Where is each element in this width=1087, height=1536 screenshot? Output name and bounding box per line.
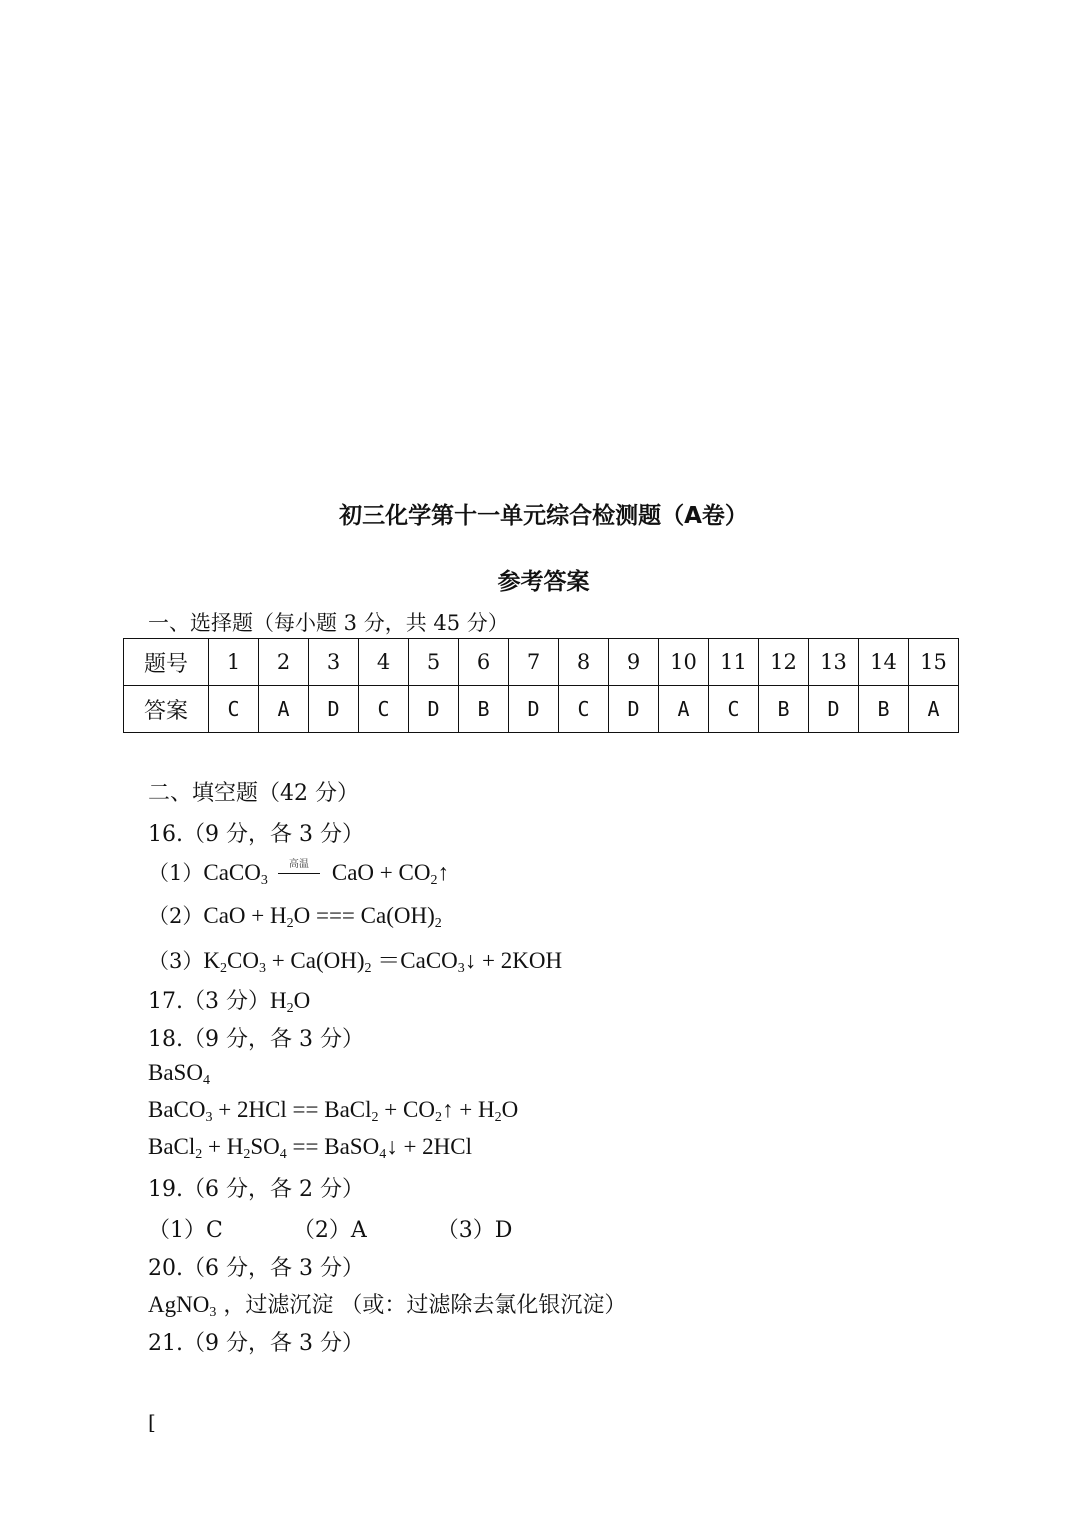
question-number: 5 — [409, 639, 459, 686]
q18-answer-3: BaCl$_2$ + $H_2SO_4$ == BaSO$_4$↓ + 2HCl — [148, 1134, 472, 1162]
gas-arrow-icon: ↑ — [437, 860, 449, 885]
question-number: 10 — [659, 639, 709, 686]
answer-cell: C — [209, 686, 259, 733]
answer-table — [123, 638, 959, 733]
answer-cell: D — [409, 686, 459, 733]
reaction-condition — [278, 859, 320, 874]
question-number: 12 — [759, 639, 809, 686]
trailing-bracket: [ — [148, 1410, 156, 1434]
question-number: 1 — [209, 639, 259, 686]
row-label-answer: 答案 — [124, 686, 209, 733]
page-title: 初三化学第十一单元综合检测题（A卷） — [339, 503, 748, 529]
q20-answer-text: ，过滤沉淀 （或：过滤除去氯化银沉淀） — [223, 1293, 627, 1318]
q16-answer-3: $(3)K_2CO_3 + Ca(OH)_2$ ＝CaCO$_3$↓ + 2KOH — [148, 948, 563, 976]
q19-answers — [148, 1213, 512, 1244]
question-number: 3 — [309, 639, 359, 686]
q19-answer-2: （2）A — [292, 1218, 367, 1243]
q18-label: 18.（9 分，各 3 分） — [148, 1027, 364, 1052]
question-number-row — [124, 639, 959, 686]
q20-answer: AgNO$_3$ ，过滤沉淀 （或：过滤除去氯化银沉淀） — [148, 1292, 627, 1320]
q16-label: 16.（9 分，各 3 分） — [148, 822, 364, 847]
answer-cell: D — [509, 686, 559, 733]
answer-cell: A — [659, 686, 709, 733]
q19-answer-3: （3）D — [436, 1218, 513, 1243]
answer-cell: D — [609, 686, 659, 733]
q16-part-prefix: （3） — [148, 949, 204, 973]
answer-cell: B — [459, 686, 509, 733]
gas-arrow-icon: ↑ — [441, 1097, 454, 1122]
question-number: 2 — [259, 639, 309, 686]
answer-cell: B — [859, 686, 909, 733]
condition-label: 高温 — [288, 859, 309, 870]
section2-heading: 二、填空题（42 分） — [148, 781, 359, 806]
precipitate-arrow-icon: ↓ — [386, 1134, 398, 1159]
answer-cell: A — [259, 686, 309, 733]
question-number: 13 — [809, 639, 859, 686]
precipitate-arrow-icon: ↓ — [464, 948, 477, 973]
q19-label: 19.（6 分，各 2 分） — [148, 1177, 364, 1202]
question-number: 9 — [609, 639, 659, 686]
question-number: 11 — [709, 639, 759, 686]
q16-part-prefix: （2） — [148, 904, 204, 928]
answer-cell: C — [359, 686, 409, 733]
q19-answer-1: （1）C — [148, 1218, 223, 1243]
q21-label: 21.（9 分，各 3 分） — [148, 1331, 364, 1356]
question-number: 4 — [359, 639, 409, 686]
q16-answer-2: $(2)CaO + H_2O$ === $Ca(OH)_2$ — [148, 903, 442, 931]
answer-cell: A — [909, 686, 959, 733]
answer-cell: D — [309, 686, 359, 733]
q16-part-prefix: （1） — [148, 861, 204, 885]
section1-heading: 一、选择题（每小题 3 分，共 45 分） — [148, 611, 509, 635]
question-number: 14 — [859, 639, 909, 686]
q16-answer-1: （1）CaCO$_3$ 高温 CaO + $CO_2↑$ — [148, 857, 449, 889]
question-number: 7 — [509, 639, 559, 686]
q17-answer: 17.（3 分）$H_2O$ — [148, 988, 311, 1016]
q18-answer-2: BaCO$_3$ + 2HCl == BaCl$_2$ + $CO_2↑ + H_2O$ — [148, 1097, 519, 1125]
answer-cell: B — [759, 686, 809, 733]
answer-cell: C — [709, 686, 759, 733]
q20-label: 20.（6 分，各 3 分） — [148, 1256, 364, 1281]
page-subtitle: 参考答案 — [497, 569, 590, 595]
question-number: 6 — [459, 639, 509, 686]
question-number: 15 — [909, 639, 959, 686]
q18-answer-1: BaSO$_4$ — [148, 1060, 210, 1088]
q17-label: 17.（3 分） — [148, 989, 270, 1014]
row-label-number: 题号 — [124, 639, 209, 686]
answer-cell: C — [559, 686, 609, 733]
answer-row — [124, 686, 959, 733]
answer-cell: D — [809, 686, 859, 733]
question-number: 8 — [559, 639, 609, 686]
